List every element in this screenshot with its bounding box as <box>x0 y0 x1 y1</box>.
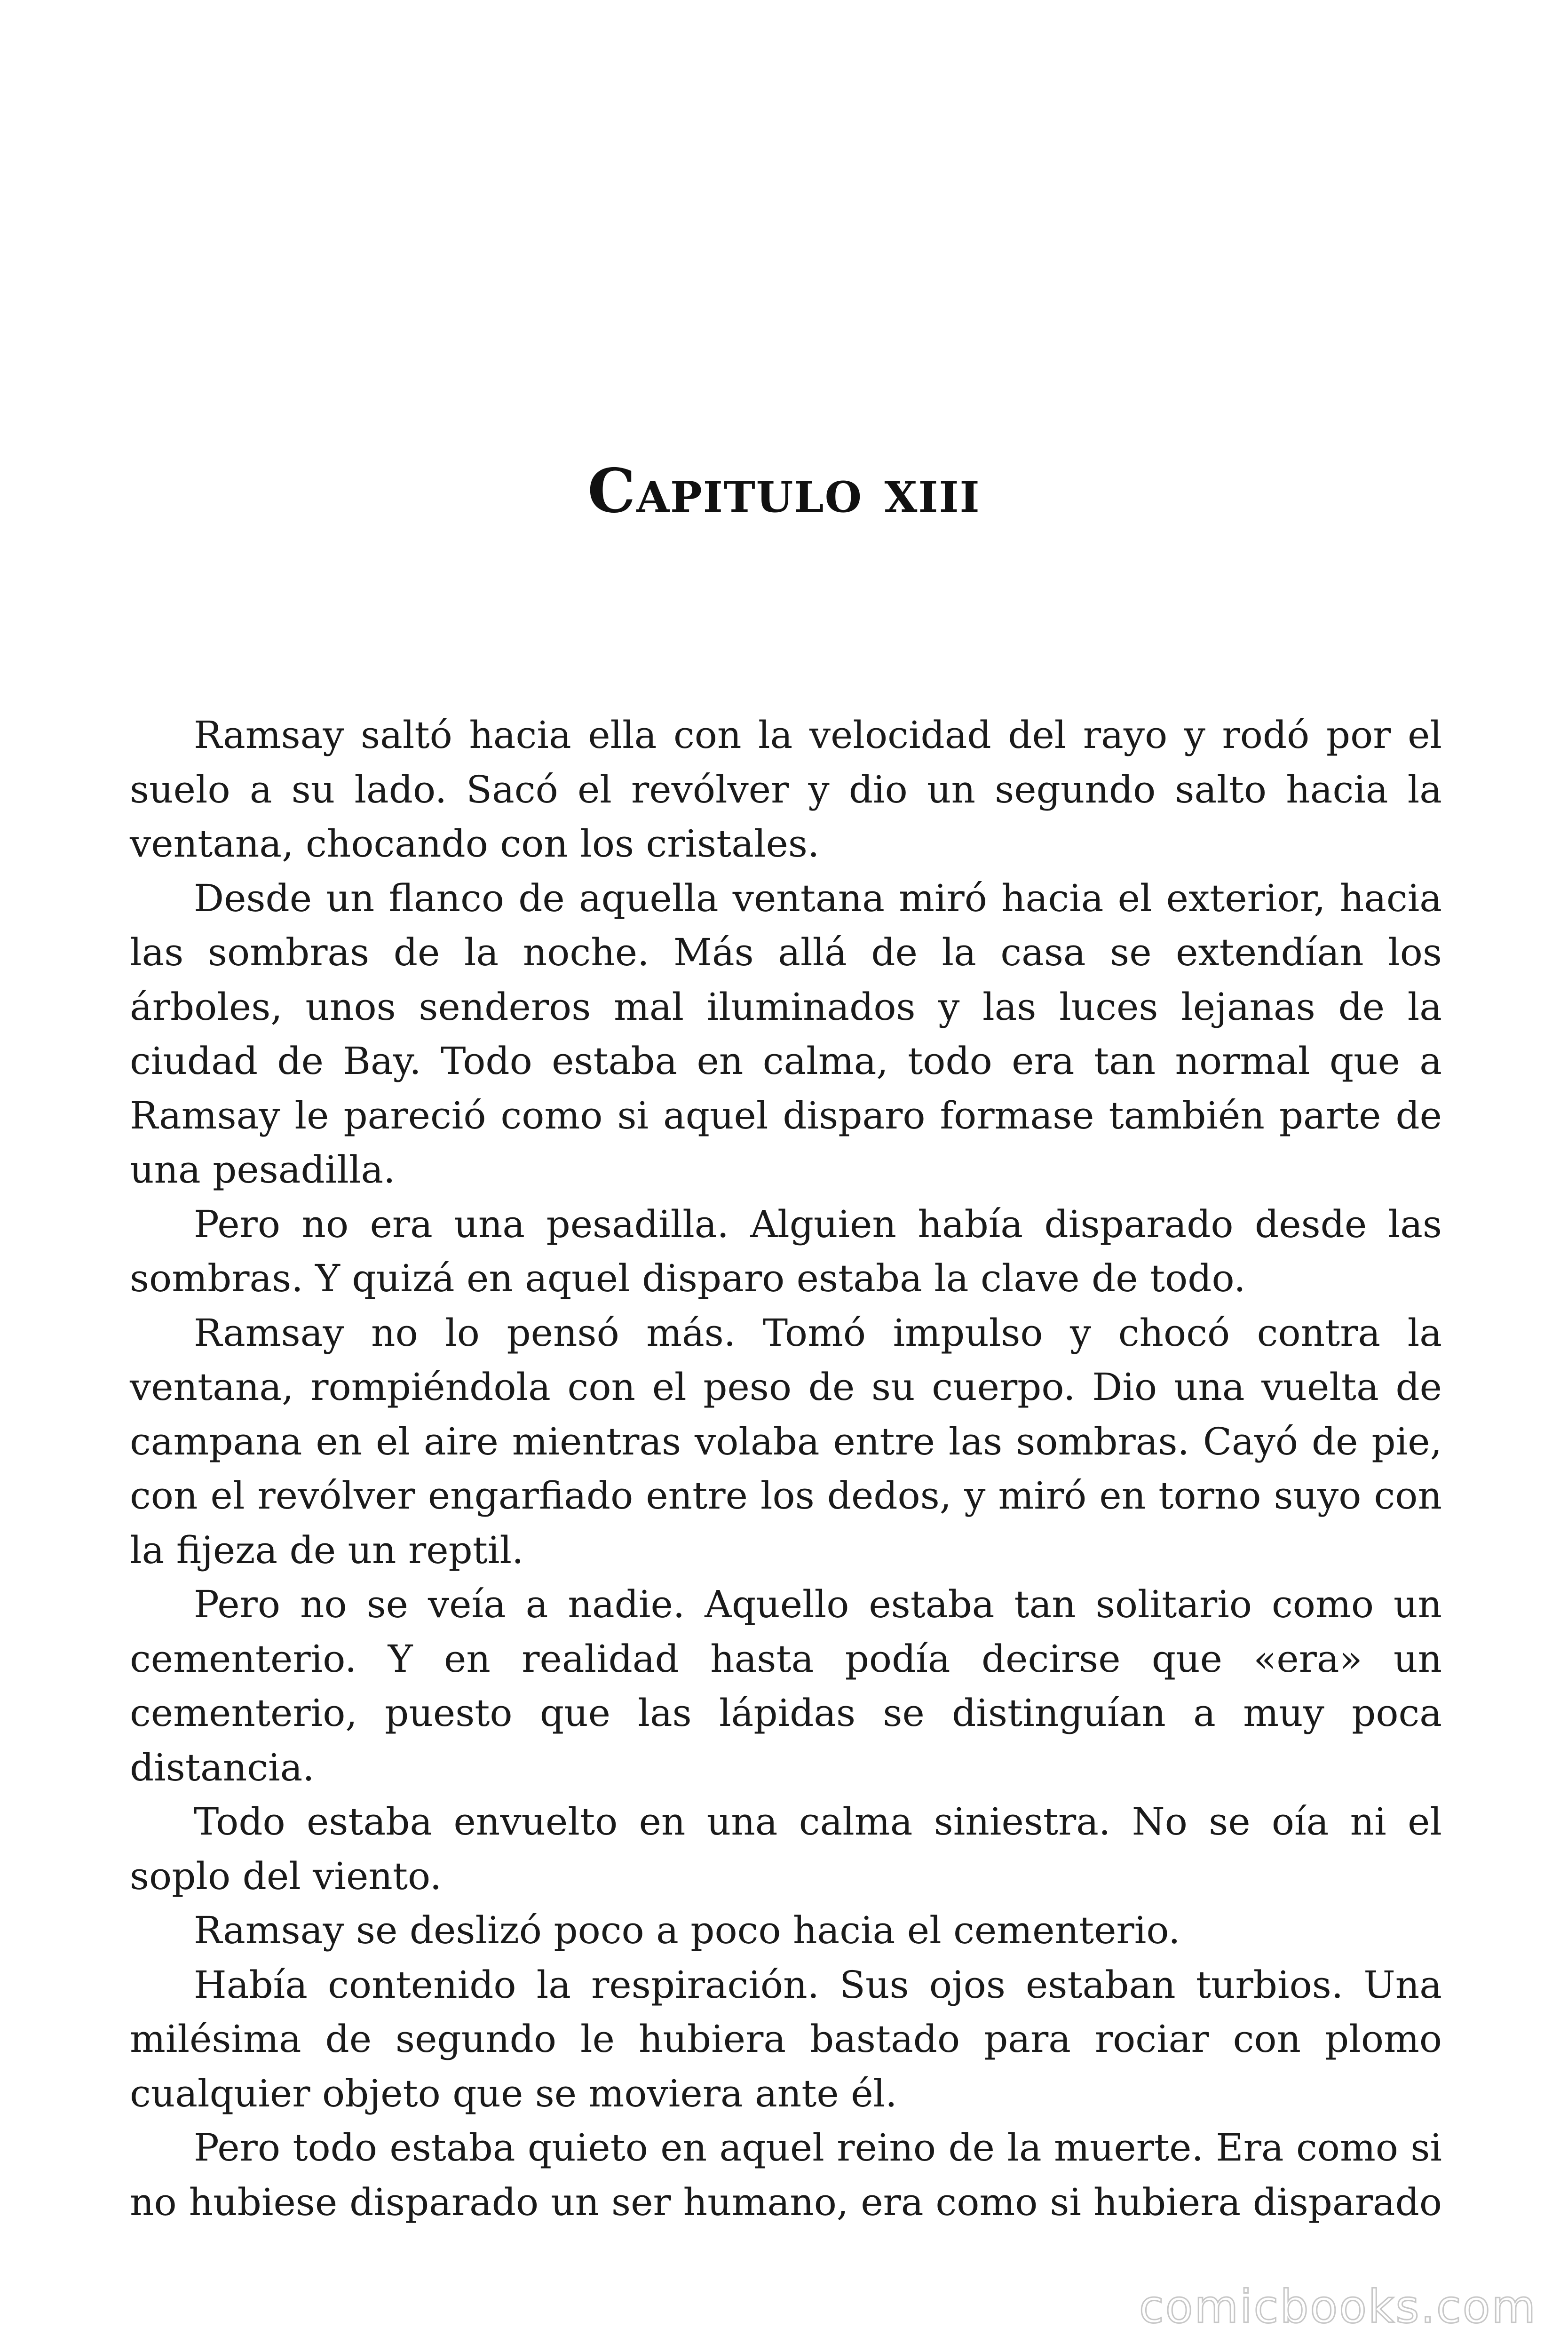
chapter-body <box>130 708 1442 2229</box>
paragraph-continued: Pero todo estaba quieto en aquel reino de la muerte. Era como si no hubiese disparado un ser humano, era como si hubiera disparado <box>130 2126 1442 2224</box>
paragraph: Todo estaba envuelto en una calma siniestra. No se oía ni el soplo del viento. <box>130 1800 1442 1898</box>
paragraph: Pero no se veía a nadie. Aquello estaba tan solitario como un cementerio. Y en realidad hasta podía decirse que «era» un cementerio, puesto que las lápidas se distinguían a muy poca distancia. <box>130 1582 1442 1789</box>
paragraph: Pero no era una pesadilla. Alguien había disparado desde las sombras. Y quizá en aquel disparo estaba la clave de todo. <box>130 1202 1442 1300</box>
paragraph: Había contenido la respiración. Sus ojos estaban turbios. Una milésima de segundo le hubiera bastado para rociar con plomo cualquier objeto que se moviera ante él. <box>130 1963 1442 2115</box>
chapter-title: Capitulo xiii <box>587 456 981 526</box>
paragraph: Ramsay no lo pensó más. Tomó impulso y chocó contra la ventana, rompiéndola con el peso de su cuerpo. Dio una vuelta de campana en el aire mientras volaba entre las sombras. Cayó de pie, con el revólver engarfiado entre los dedos, y miró en torno suyo con la fijeza de un reptil. <box>130 1311 1442 1572</box>
paragraph: Ramsay saltó hacia ella con la velocidad del rayo y rodó por el suelo a su lado. Sacó el revólver y dio un segundo salto hacia la ventana, chocando con los cristales. <box>130 713 1442 866</box>
paragraph: Ramsay se deslizó poco a poco hacia el cementerio. <box>194 1908 1180 1952</box>
watermark: comicbooks.com <box>1139 2280 1537 2333</box>
paragraph: Desde un flanco de aquella ventana miró hacia el exterior, hacia las sombras de la noche. Más allá de la casa se extendían los árboles, unos senderos mal iluminados y las luces lejanas de la ciudad de Bay. Todo estaba en calma, todo era tan normal que a Ramsay le pareció como si aquel disparo formase también parte de una pesadilla. <box>130 876 1442 1192</box>
